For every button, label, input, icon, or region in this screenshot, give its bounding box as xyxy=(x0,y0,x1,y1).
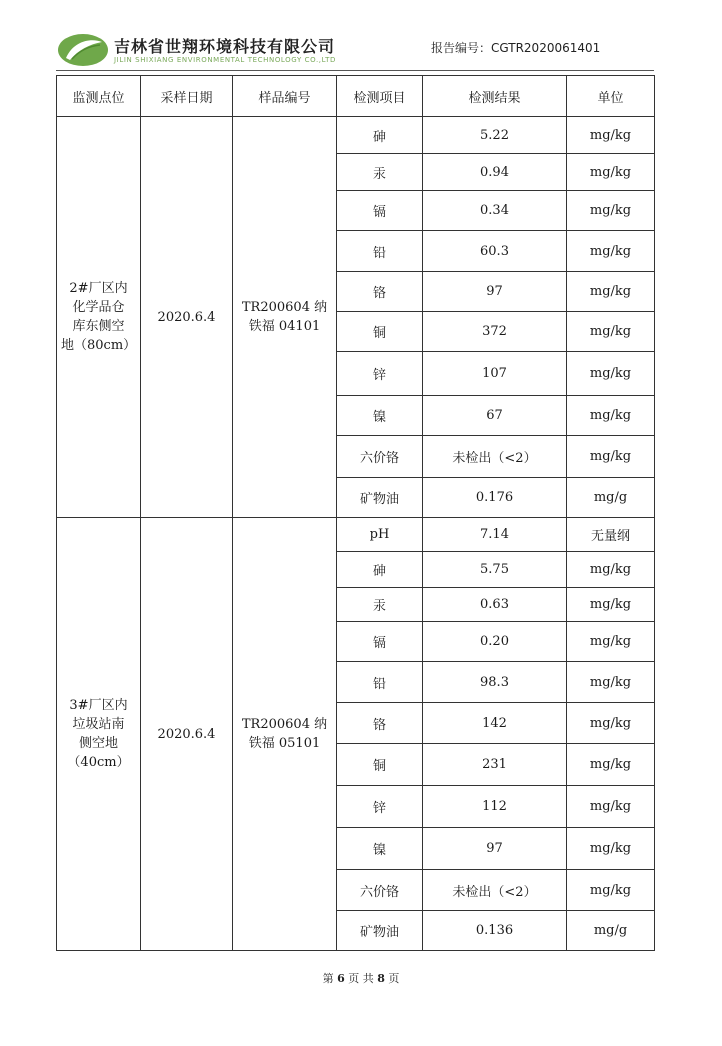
test-item-cell: 矿物油 xyxy=(337,478,423,518)
test-result-cell: 142 xyxy=(423,703,567,744)
unit-cell: mg/kg xyxy=(567,191,655,231)
unit-cell: mg/kg xyxy=(567,312,655,352)
site-cell xyxy=(57,518,141,951)
sample-code-cell xyxy=(233,117,337,518)
test-item-cell: 锌 xyxy=(337,786,423,828)
test-item-cell: 铜 xyxy=(337,744,423,786)
test-result-cell: 未检出（<2） xyxy=(423,436,567,478)
site-cell xyxy=(57,117,141,518)
test-result-cell: 0.176 xyxy=(423,478,567,518)
sample-code-line: TR200604 纳 xyxy=(241,717,328,732)
footer-prefix: 第 xyxy=(322,972,334,985)
test-result-cell: 107 xyxy=(423,352,567,396)
site-line: 侧空地 xyxy=(78,736,118,751)
table-row xyxy=(57,117,655,154)
test-result-cell: 未检出（<2） xyxy=(423,870,567,911)
test-result-cell: 60.3 xyxy=(423,231,567,272)
site-line: 垃圾站南 xyxy=(72,717,125,732)
unit-cell: mg/kg xyxy=(567,231,655,272)
site-line: 2#厂区内 xyxy=(69,281,128,296)
test-result-cell: 231 xyxy=(423,744,567,786)
site-line: 化学品仓 xyxy=(72,300,125,315)
test-item-cell: 镍 xyxy=(337,828,423,870)
test-result-cell: 67 xyxy=(423,396,567,436)
site-line: （40cm） xyxy=(67,755,130,770)
test-item-cell: 砷 xyxy=(337,552,423,588)
test-result-cell: 0.20 xyxy=(423,622,567,662)
test-result-cell: 0.63 xyxy=(423,588,567,622)
footer-suffix: 页 xyxy=(388,972,400,985)
report-number: 报告编号：CGTR2020061401 xyxy=(431,41,601,55)
results-table xyxy=(56,75,655,951)
company-name-cn: 吉林省世翔环境科技有限公司 xyxy=(114,37,336,56)
unit-cell: mg/g xyxy=(567,478,655,518)
table-body xyxy=(57,117,655,951)
company-logo-icon xyxy=(56,32,110,68)
test-result-cell: 97 xyxy=(423,272,567,312)
unit-cell: mg/kg xyxy=(567,552,655,588)
test-result-cell: 0.34 xyxy=(423,191,567,231)
test-result-cell: 97 xyxy=(423,828,567,870)
unit-cell: mg/kg xyxy=(567,662,655,703)
test-item-cell: 铅 xyxy=(337,231,423,272)
test-item-cell: 六价铬 xyxy=(337,870,423,911)
test-item-cell: 锌 xyxy=(337,352,423,396)
table-header-row xyxy=(57,76,655,117)
unit-cell: mg/kg xyxy=(567,117,655,154)
sample-code-line: 铁福 05101 xyxy=(248,736,321,751)
test-item-cell: 铬 xyxy=(337,272,423,312)
footer-total-pages: 8 xyxy=(377,972,385,985)
test-item-cell: 铜 xyxy=(337,312,423,352)
footer-middle: 页 共 xyxy=(348,972,374,985)
unit-cell: mg/kg xyxy=(567,870,655,911)
test-item-cell: 铬 xyxy=(337,703,423,744)
col-header-item: 检测项目 xyxy=(337,76,423,117)
test-item-cell: 砷 xyxy=(337,117,423,154)
test-result-cell: 5.75 xyxy=(423,552,567,588)
col-header-site: 监测点位 xyxy=(57,76,141,117)
unit-cell: mg/kg xyxy=(567,272,655,312)
test-result-cell: 112 xyxy=(423,786,567,828)
test-item-cell: 铅 xyxy=(337,662,423,703)
sample-code-line: 铁福 04101 xyxy=(248,319,321,334)
test-item-cell: 镉 xyxy=(337,191,423,231)
unit-cell: mg/kg xyxy=(567,786,655,828)
col-header-result: 检测结果 xyxy=(423,76,567,117)
test-result-cell: 5.22 xyxy=(423,117,567,154)
test-item-cell: 六价铬 xyxy=(337,436,423,478)
unit-cell: 无量纲 xyxy=(567,518,655,552)
test-item-cell: 矿物油 xyxy=(337,911,423,951)
unit-cell: mg/kg xyxy=(567,396,655,436)
site-line: 3#厂区内 xyxy=(69,698,128,713)
test-result-cell: 98.3 xyxy=(423,662,567,703)
sample-date-cell: 2020.6.4 xyxy=(141,518,233,951)
unit-cell: mg/kg xyxy=(567,744,655,786)
test-item-cell: 镉 xyxy=(337,622,423,662)
company-name-en: JILIN SHIXIANG ENVIRONMENTAL TECHNOLOGY CO.,LTD xyxy=(114,56,337,64)
sample-code-cell xyxy=(233,518,337,951)
unit-cell: mg/kg xyxy=(567,436,655,478)
test-item-cell: pH xyxy=(337,518,423,552)
test-item-cell: 汞 xyxy=(337,154,423,191)
site-line: 地（80cm） xyxy=(61,338,137,353)
page-footer xyxy=(0,970,722,986)
test-item-cell: 镍 xyxy=(337,396,423,436)
col-header-date: 采样日期 xyxy=(141,76,233,117)
unit-cell: mg/kg xyxy=(567,703,655,744)
col-header-unit: 单位 xyxy=(567,76,655,117)
test-result-cell: 7.14 xyxy=(423,518,567,552)
sample-code-line: TR200604 纳 xyxy=(241,300,328,315)
test-result-cell: 0.136 xyxy=(423,911,567,951)
unit-cell: mg/kg xyxy=(567,352,655,396)
sample-date-cell: 2020.6.4 xyxy=(141,117,233,518)
site-line: 库东侧空 xyxy=(72,319,125,334)
col-header-sample: 样品编号 xyxy=(233,76,337,117)
unit-cell: mg/kg xyxy=(567,588,655,622)
footer-page-number: 6 xyxy=(337,972,345,985)
unit-cell: mg/g xyxy=(567,911,655,951)
header-divider xyxy=(56,70,654,71)
test-result-cell: 0.94 xyxy=(423,154,567,191)
unit-cell: mg/kg xyxy=(567,622,655,662)
table-row xyxy=(57,518,655,552)
report-header xyxy=(56,30,666,70)
unit-cell: mg/kg xyxy=(567,828,655,870)
unit-cell: mg/kg xyxy=(567,154,655,191)
test-item-cell: 汞 xyxy=(337,588,423,622)
test-result-cell: 372 xyxy=(423,312,567,352)
